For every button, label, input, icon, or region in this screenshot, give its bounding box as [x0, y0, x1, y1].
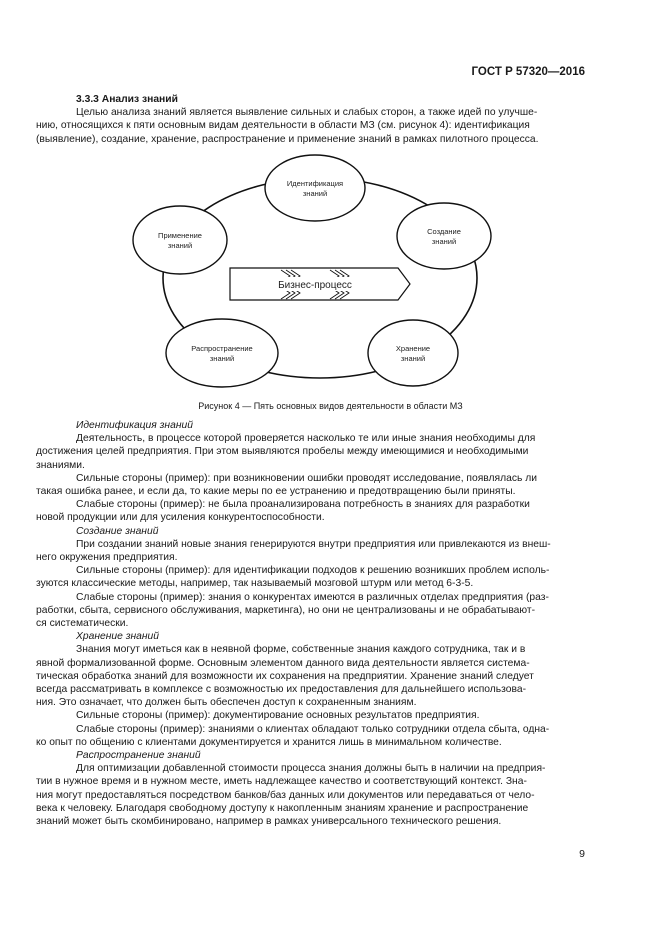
node-storage-line-1: Хранение	[395, 344, 431, 353]
body-line: Сильные стороны (пример): для идентификации подходов к решению возникших проблем исполь-	[76, 565, 550, 577]
node-application-line-1: Применение	[158, 231, 202, 240]
body-line: Сильные стороны (пример): при возникновении ошибки проводят исследование, появлялась ли	[76, 472, 537, 484]
subsection-heading: Хранение знаний	[76, 631, 159, 643]
node-application-line-2: знаний	[167, 241, 193, 250]
node-identification-line-2: знаний	[302, 189, 328, 198]
body-line: Для оптимизации добавленной стоимости процесса знания должны быть в наличии на предприя-	[76, 763, 546, 775]
node-creation-line-2: знаний	[431, 237, 457, 246]
body-line: ния. Это означает, что должен быть обеспечен доступ к сохраненным знаниям.	[36, 697, 417, 709]
body-line: Сильные стороны (пример): документирование основных результатов предприятия.	[76, 710, 480, 722]
node-distribution-line-1: Распространение	[191, 344, 253, 353]
body-line: Деятельность, в процессе которой проверяется насколько те или иные знания необходимы для	[76, 433, 536, 445]
node-distribution-line-2: знаний	[209, 354, 235, 363]
node-creation	[397, 203, 491, 269]
body-line: века к человеку. Благодаря свободному доступу к накопленным знаниям хранение и распространение	[36, 802, 529, 814]
body-line: Слабые стороны (пример): знаниями о клиентах обладают только сотрудники отдела сбыта, одна-	[76, 723, 550, 735]
node-identification-line-1: Идентификация	[286, 179, 344, 188]
body-line: всегда рассматривать в комплексе с возможностью их предоставления для дальнейшего использова-	[36, 684, 527, 696]
subsection-heading: Создание знаний	[76, 525, 159, 537]
body-line: достижения целей предприятия. При этом выявляются пробелы между имеющимися и необходимыми	[36, 446, 529, 458]
body-line: ся систематически.	[36, 618, 129, 630]
body-line: Слабые стороны (пример): знания о конкурентах имеются в различных отделах предприятия (раз-	[76, 591, 549, 603]
intro-line-2: нию, относящихся к пяти основным видам деятельности в области МЗ (см. рисунок 4): идентификация	[36, 120, 530, 132]
node-creation-line-1: Создание	[427, 227, 461, 236]
body-line: работки, сбыта, сервисного обслуживания, маркетинга), но они не централизованы и не обрабатывают-	[36, 604, 536, 616]
business-process-label: Бизнес-процесс	[278, 280, 352, 291]
subsection-heading: Идентификация знаний	[76, 420, 193, 431]
node-storage-line-2: знаний	[400, 354, 426, 363]
body-line: Знания могут иметься как в неявной форме, собственные знания каждого сотрудника, так и в	[76, 644, 526, 656]
body-line: зуются классические методы, например, так называемый мозговой штурм или метод 6-3-5.	[36, 578, 474, 590]
business-process-arrow	[230, 268, 410, 300]
knowledge-activities-diagram	[0, 0, 661, 400]
document-standard-id: ГОСТ Р 57320—2016	[471, 66, 585, 78]
body-line: новой продукции или для усиления конкурентоспособности.	[36, 512, 325, 524]
body-line: ко опыт по общению с клиентами документируется и хранится лишь в минимальном количестве.	[36, 736, 502, 748]
node-application	[133, 206, 227, 274]
body-text	[36, 419, 586, 828]
intro-line-1: Целью анализа знаний является выявление сильных и слабых сторон, а также идей по улучше-	[76, 107, 538, 119]
body-line: тии в нужное время и в нужном месте, иметь надлежащее качество и соответствующий контекст. Зна-	[36, 776, 527, 788]
node-storage	[368, 320, 458, 386]
intro-line-3: (выявление), создание, хранение, распространение и применение знаний в рамках пилотного процесса.	[36, 133, 539, 145]
section-title: 3.3.3 Анализ знаний	[76, 94, 178, 105]
body-line: ния могут предоставляться посредством банков/баз данных или документов или передаваться от чело-	[36, 789, 535, 801]
body-line: знаниями.	[36, 459, 85, 471]
body-line: При создании знаний новые знания генерируются внутри предприятия или привлекаются из внеш-	[76, 538, 551, 550]
subsection-heading: Распространение знаний	[76, 750, 201, 762]
node-identification	[265, 155, 365, 221]
body-line: явной формализованной форме. Основным элементом данного вида деятельности является система-	[36, 657, 530, 669]
body-line: такая ошибка ранее, и если да, то какие меры по ее устранению и предотвращению были приняты.	[36, 486, 516, 498]
body-line: Слабые стороны (пример): не была проанализирована потребность в знаниях для разработки	[76, 499, 530, 511]
body-line: тическая обработка знаний для возможности их сохранения на предприятии. Хранение знаний следует	[36, 670, 534, 682]
node-distribution	[166, 319, 278, 387]
body-line: знаний может быть скомбинировано, например в рамках универсального технического решения.	[36, 816, 502, 828]
page-number: 9	[579, 848, 585, 860]
body-line: него окружения предприятия.	[36, 552, 178, 564]
figure-caption: Рисунок 4 — Пять основных видов деятельности в области МЗ	[198, 401, 463, 411]
